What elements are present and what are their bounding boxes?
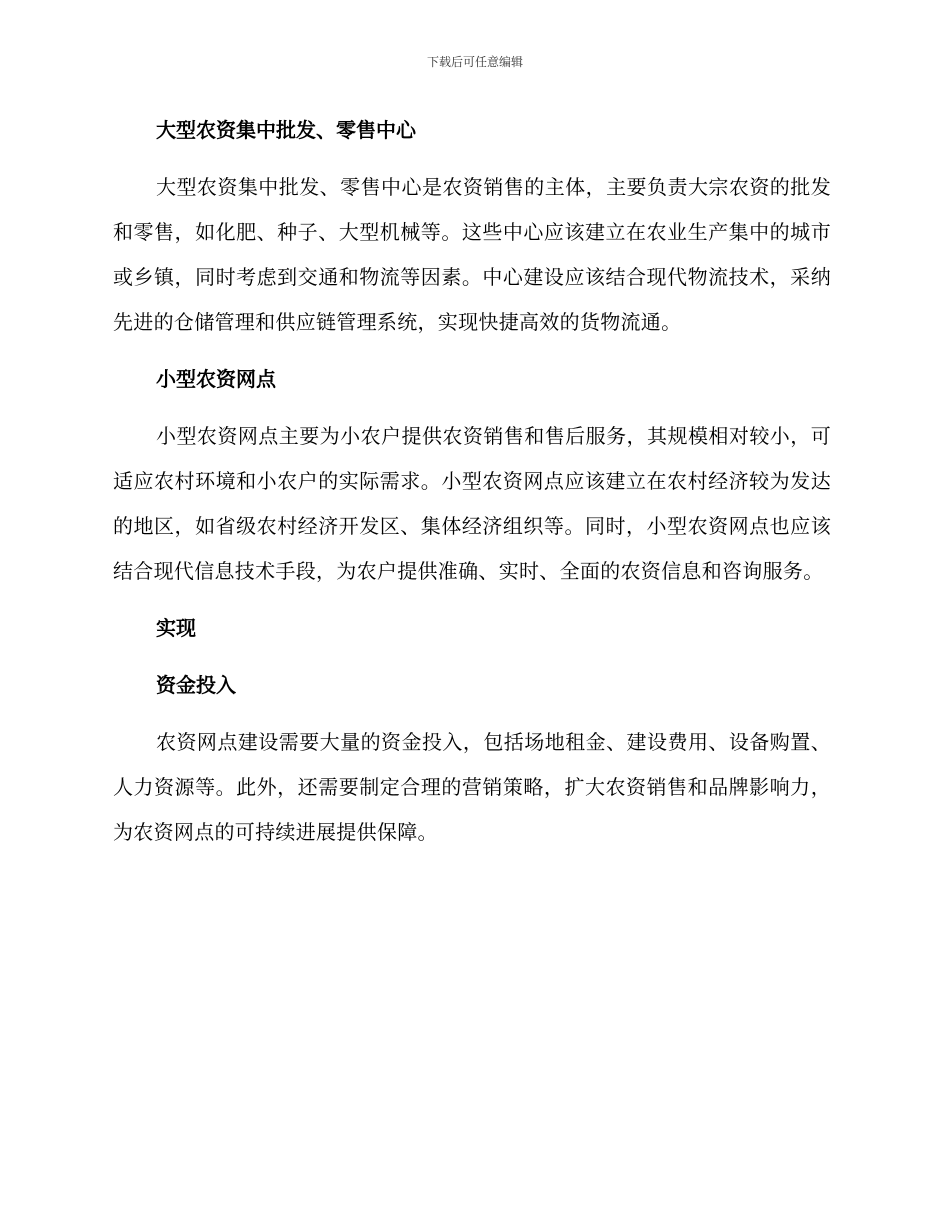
- page-header-note: 下载后可任意编辑: [426, 55, 523, 69]
- section-heading-funding: 资金投入: [156, 673, 236, 697]
- section-paragraph-wholesale-center: 大型农资集中批发、零售中心是农资销售的主体，主要负责大宗农资的批发和零售，如化肥、种子、大型机械等。这些中心应该建立在农业生产集中的城市或乡镇，同时考虑到交通和物流等因素。中心建设应该结合现代物流技术，采纳先进的仓储管理和供应链管理系统，实现快捷高效的货物流通。: [113, 175, 831, 334]
- section-heading-implementation: 实现: [156, 616, 196, 640]
- section-heading-wholesale-center: 大型农资集中批发、零售中心: [156, 118, 416, 142]
- section-paragraph-funding: 农资网点建设需要大量的资金投入，包括场地租金、建设费用、设备购置、人力资源等。此外，还需要制定合理的营销策略，扩大农资销售和品牌影响力，为农资网点的可持续进展提供保障。: [113, 730, 831, 844]
- section-heading-small-outlets: 小型农资网点: [156, 367, 276, 391]
- document-body: [113, 108, 831, 867]
- section-paragraph-small-outlets: 小型农资网点主要为小农户提供农资销售和售后服务，其规模相对较小，可适应农村环境和小农户的实际需求。小型农资网点应该建立在农村经济较为发达的地区，如省级农村经济开发区、集体经济组织等。同时，小型农资网点也应该结合现代信息技术手段，为农户提供准确、实时、全面的农资信息和咨询服务。: [113, 424, 831, 583]
